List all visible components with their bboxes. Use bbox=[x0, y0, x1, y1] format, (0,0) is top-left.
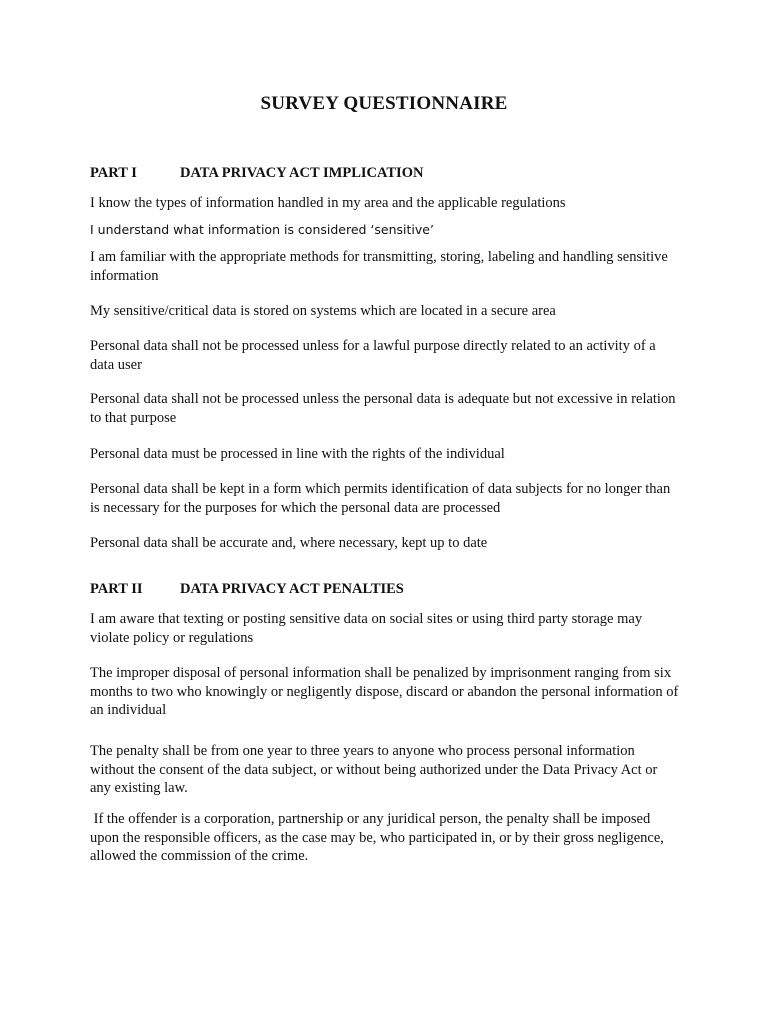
statement: My sensitive/critical data is stored on systems which are located in a secure area bbox=[90, 303, 556, 319]
statement: Personal data shall not be processed unless the personal data is adequate but not excessive in relation to that purpose bbox=[90, 391, 676, 426]
part-1-heading bbox=[90, 165, 423, 182]
statement: The penalty shall be from one year to three years to anyone who process personal information without the consent of the data subject, or without being authorized under the Data Privacy Act or any existing law. bbox=[90, 743, 658, 796]
page-title: SURVEY QUESTIONNAIRE bbox=[260, 93, 508, 114]
statement: I understand what information is considered ‘sensitive’ bbox=[90, 222, 434, 237]
part-2-heading bbox=[90, 581, 404, 598]
statement: If the offender is a corporation, partnership or any juridical person, the penalty shall be imposed upon the responsible officers, as the case may be, who participated in, or by their gross negligence, allowed the commission of the crime. bbox=[90, 811, 668, 864]
part-2-title: DATA PRIVACY ACT PENALTIES bbox=[180, 581, 404, 597]
part-2-label: PART II bbox=[90, 581, 143, 597]
part-1-label: PART I bbox=[90, 165, 137, 181]
statement: I know the types of information handled in my area and the applicable regulations bbox=[90, 195, 566, 211]
part-1-title: DATA PRIVACY ACT IMPLICATION bbox=[180, 165, 424, 181]
statement: Personal data must be processed in line with the rights of the individual bbox=[90, 446, 505, 462]
statement: I am aware that texting or posting sensitive data on social sites or using third party storage may violate policy or regulations bbox=[90, 611, 643, 646]
statement: Personal data shall not be processed unless for a lawful purpose directly related to an activity of a data user bbox=[90, 338, 656, 373]
statement: Personal data shall be accurate and, where necessary, kept up to date bbox=[90, 535, 488, 551]
statement: The improper disposal of personal information shall be penalized by imprisonment ranging from six months to two who knowingly or negligently dispose, discard or abandon the personal information of an individual bbox=[90, 665, 679, 718]
statement: Personal data shall be kept in a form which permits identification of data subjects for no longer than is necessary for the purposes for which the personal data are processed bbox=[90, 481, 671, 516]
statement: I am familiar with the appropriate methods for transmitting, storing, labeling and handling sensitive information bbox=[90, 249, 668, 284]
